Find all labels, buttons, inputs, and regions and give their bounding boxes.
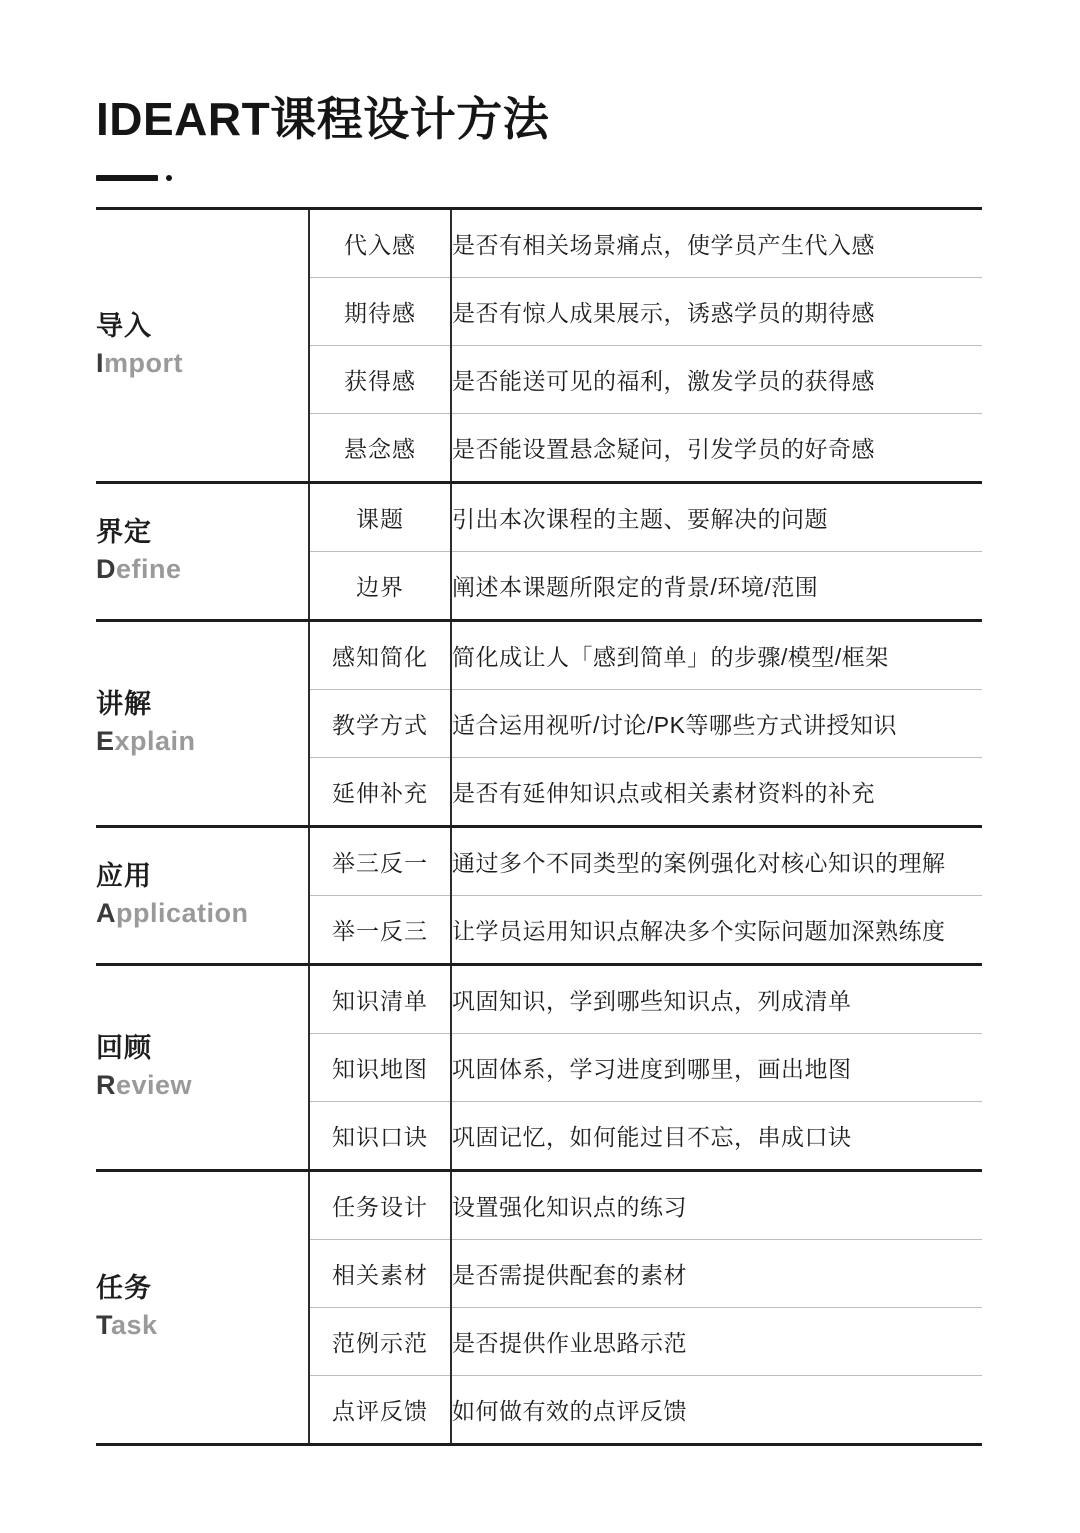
item-name-cell: 知识清单 bbox=[309, 965, 451, 1034]
divider-dot-icon bbox=[166, 175, 172, 181]
item-name-cell: 延伸补充 bbox=[309, 758, 451, 827]
item-name-cell: 举三反一 bbox=[309, 827, 451, 896]
table-row bbox=[96, 621, 982, 690]
group-name-en-rest: ask bbox=[111, 1310, 158, 1341]
item-name-cell: 点评反馈 bbox=[309, 1376, 451, 1445]
item-description-cell: 是否能送可见的福利，激发学员的获得感 bbox=[451, 346, 982, 414]
table-row bbox=[96, 965, 982, 1034]
item-name-cell: 代入感 bbox=[309, 209, 451, 278]
group-cell bbox=[96, 827, 309, 965]
item-description-cell: 巩固知识，学到哪些知识点，列成清单 bbox=[451, 965, 982, 1034]
item-name-cell: 课题 bbox=[309, 483, 451, 552]
item-description-cell: 阐述本课题所限定的背景/环境/范围 bbox=[451, 552, 982, 621]
group-cell bbox=[96, 965, 309, 1171]
group-name-cn: 界定 bbox=[96, 517, 152, 548]
table-body bbox=[96, 209, 982, 1445]
item-description-cell: 是否需提供配套的素材 bbox=[451, 1240, 982, 1308]
group-name-en-rest: efine bbox=[116, 554, 182, 585]
item-name-cell: 范例示范 bbox=[309, 1308, 451, 1376]
group-name-en bbox=[96, 896, 308, 931]
group-initial: T bbox=[96, 1310, 111, 1341]
item-description-cell: 是否能设置悬念疑问，引发学员的好奇感 bbox=[451, 414, 982, 483]
item-name-cell: 感知简化 bbox=[309, 621, 451, 690]
group-name-en-rest: eview bbox=[116, 1070, 193, 1101]
group-name-cn: 导入 bbox=[96, 311, 152, 342]
item-description-cell: 简化成让人「感到简单」的步骤/模型/框架 bbox=[451, 621, 982, 690]
item-description-cell: 适合运用视听/讨论/PK等哪些方式讲授知识 bbox=[451, 690, 982, 758]
page-title: IDEART课程设计方法 bbox=[96, 93, 550, 145]
group-name-en-rest: xplain bbox=[114, 726, 196, 757]
group-name-cn: 讲解 bbox=[96, 689, 152, 720]
group-initial: E bbox=[96, 726, 115, 757]
table-row bbox=[96, 209, 982, 278]
item-description-cell: 巩固体系，学习进度到哪里，画出地图 bbox=[451, 1034, 982, 1102]
group-name-en bbox=[96, 552, 308, 587]
item-description-cell: 如何做有效的点评反馈 bbox=[451, 1376, 982, 1445]
item-name-cell: 任务设计 bbox=[309, 1171, 451, 1240]
item-description-cell: 巩固记忆，如何能过目不忘，串成口诀 bbox=[451, 1102, 982, 1171]
group-cell bbox=[96, 621, 309, 827]
group-initial: D bbox=[96, 554, 116, 585]
item-name-cell: 知识地图 bbox=[309, 1034, 451, 1102]
group-name-en bbox=[96, 724, 308, 759]
item-name-cell: 悬念感 bbox=[309, 414, 451, 483]
group-cell bbox=[96, 1171, 309, 1445]
group-name-en-rest: mport bbox=[104, 348, 184, 379]
item-description-cell: 设置强化知识点的练习 bbox=[451, 1171, 982, 1240]
ideart-method-table bbox=[96, 207, 982, 1446]
group-name-en-rest: pplication bbox=[116, 898, 249, 929]
item-description-cell: 通过多个不同类型的案例强化对核心知识的理解 bbox=[451, 827, 982, 896]
item-description-cell: 是否提供作业思路示范 bbox=[451, 1308, 982, 1376]
group-name-cn: 回顾 bbox=[96, 1033, 152, 1064]
divider-bar-icon bbox=[96, 175, 158, 181]
group-name-cn: 应用 bbox=[96, 861, 152, 892]
item-name-cell: 举一反三 bbox=[309, 896, 451, 965]
item-description-cell: 让学员运用知识点解决多个实际问题加深熟练度 bbox=[451, 896, 982, 965]
group-name-en bbox=[96, 346, 308, 381]
title-divider bbox=[96, 171, 984, 185]
group-name-en bbox=[96, 1068, 308, 1103]
item-description-cell: 引出本次课程的主题、要解决的问题 bbox=[451, 483, 982, 552]
item-name-cell: 相关素材 bbox=[309, 1240, 451, 1308]
item-name-cell: 知识口诀 bbox=[309, 1102, 451, 1171]
item-description-cell: 是否有延伸知识点或相关素材资料的补充 bbox=[451, 758, 982, 827]
group-name-cn: 任务 bbox=[96, 1273, 152, 1304]
item-name-cell: 期待感 bbox=[309, 278, 451, 346]
item-name-cell: 边界 bbox=[309, 552, 451, 621]
table-row bbox=[96, 1171, 982, 1240]
item-description-cell: 是否有惊人成果展示，诱惑学员的期待感 bbox=[451, 278, 982, 346]
item-description-cell: 是否有相关场景痛点，使学员产生代入感 bbox=[451, 209, 982, 278]
item-name-cell: 获得感 bbox=[309, 346, 451, 414]
group-initial: A bbox=[96, 898, 116, 929]
group-initial: I bbox=[96, 348, 105, 379]
group-cell bbox=[96, 209, 309, 483]
group-name-en bbox=[96, 1308, 308, 1343]
table-row bbox=[96, 483, 982, 552]
group-cell bbox=[96, 483, 309, 621]
item-name-cell: 教学方式 bbox=[309, 690, 451, 758]
table-row bbox=[96, 827, 982, 896]
group-initial: R bbox=[96, 1070, 116, 1101]
